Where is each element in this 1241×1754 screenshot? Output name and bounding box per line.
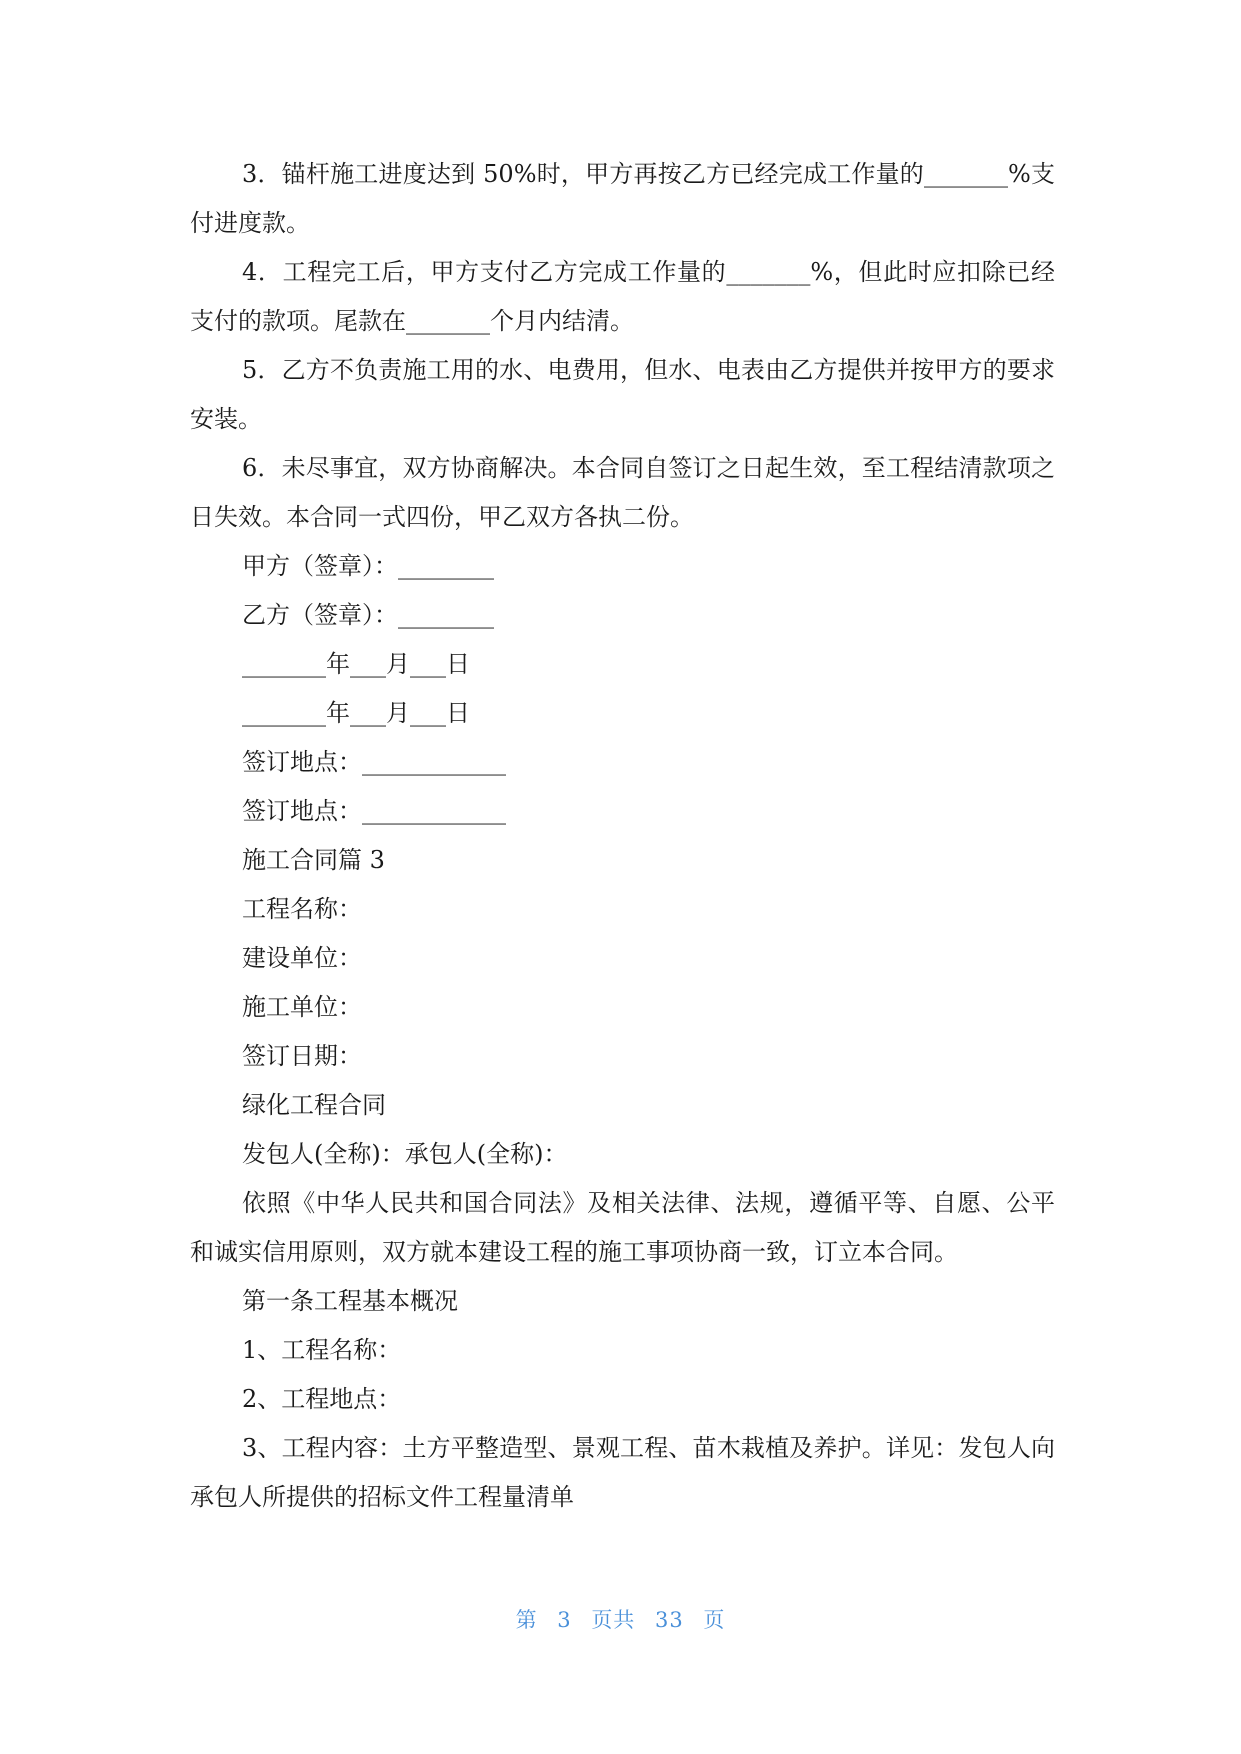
paragraph-completion-payment: 4．工程完工后，甲方支付乙方完成工作量的_______%，但此时应扣除已经支付的款项。尾款在_______个月内结清。 xyxy=(190,258,1055,335)
footer-suffix: 页 xyxy=(703,1608,726,1632)
paragraph-effective-date: 6．未尽事宜，双方协商解决。本合同自签订之日起生效，至工程结清款项之日失效。本合同一式四份，甲乙双方各执二份。 xyxy=(190,454,1055,531)
party-b-signature: 乙方（签章）：________ xyxy=(242,601,494,629)
date-line-a: _______年___月___日 xyxy=(242,650,470,678)
project-name-field: 工程名称： xyxy=(242,895,362,923)
item-project-location: 2、工程地点： xyxy=(242,1385,402,1413)
section-heading: 施工合同篇 3 xyxy=(242,846,385,874)
footer-current-page: 3 xyxy=(557,1608,572,1632)
contract-title: 绿化工程合同 xyxy=(242,1091,386,1119)
signing-date-field: 签订日期： xyxy=(242,1042,362,1070)
document-body xyxy=(190,150,1055,1522)
item-project-name: 1、工程名称： xyxy=(242,1336,402,1364)
item-project-content: 3、工程内容：土方平整造型、景观工程、苗木栽植及养护。详见：发包人向承包人所提供的招标文件工程量清单 xyxy=(190,1434,1055,1511)
date-line-b: _______年___月___日 xyxy=(242,699,470,727)
contractor-unit-field: 施工单位： xyxy=(242,993,362,1021)
parties-line: 发包人(全称)：承包人(全称)： xyxy=(242,1140,568,1168)
paragraph-utilities: 5．乙方不负责施工用的水、电费用，但水、电表由乙方提供并按甲方的要求安装。 xyxy=(190,356,1055,433)
footer-middle: 页共 xyxy=(591,1608,636,1632)
footer-prefix: 第 xyxy=(515,1608,538,1632)
footer-total-pages: 33 xyxy=(655,1608,684,1632)
paragraph-payment-progress: 3．锚杆施工进度达到 50%时，甲方再按乙方已经完成工作量的_______%支付进度款。 xyxy=(190,160,1055,237)
article-one-heading: 第一条工程基本概况 xyxy=(242,1287,458,1315)
page-footer xyxy=(0,1604,1241,1634)
party-a-signature: 甲方（签章）：________ xyxy=(242,552,494,580)
signing-place-b: 签订地点：____________ xyxy=(242,797,506,825)
signing-place-a: 签订地点：____________ xyxy=(242,748,506,776)
paragraph-legal-basis: 依照《中华人民共和国合同法》及相关法律、法规，遵循平等、自愿、公平和诚实信用原则，双方就本建设工程的施工事项协商一致，订立本合同。 xyxy=(190,1189,1055,1266)
construction-unit-field: 建设单位： xyxy=(242,944,362,972)
